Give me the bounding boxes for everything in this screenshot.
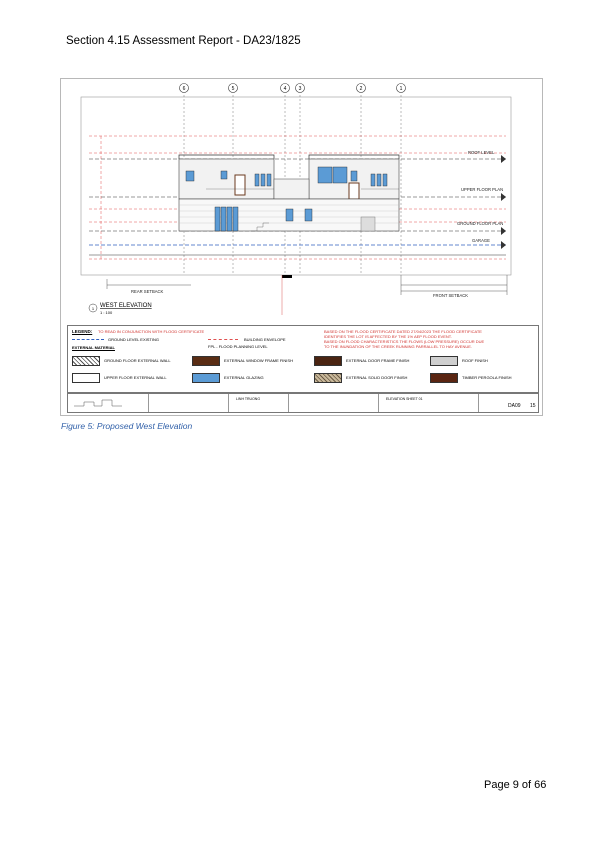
- elevation-title: WEST ELEVATION: [100, 303, 152, 309]
- grid-label-5: 5: [231, 86, 235, 92]
- glazing-swatch: [192, 373, 220, 383]
- building-envelope-label: BUILDING ENVELOPE: [244, 337, 286, 342]
- ground-wall-swatch: [72, 356, 100, 366]
- revision-number: 15: [530, 403, 536, 409]
- material-window-frame: EXTERNAL WINDOW FRAME FINISH: [224, 358, 293, 363]
- figure-frame: [60, 78, 543, 416]
- header-title: Section 4.15 Assessment Report - DA23/1825: [66, 35, 301, 47]
- flood-note-1: BASED ON THE FLOOD CERTIFICATE DATED 27/04/2023 THE FLOOD CERTIFICATE: [324, 329, 482, 334]
- material-pergola: TIMBER PERGOLA FINISH: [462, 375, 512, 380]
- logo-mark: [70, 394, 130, 412]
- front-setback-label: FRONT SETBACK: [433, 293, 469, 298]
- roof-swatch: [430, 356, 458, 366]
- window-frame-swatch: [192, 356, 220, 366]
- rear-setback-label: REAR SETBACK: [131, 289, 164, 294]
- legend-note: TO READ IN CONJUNCTION WITH FLOOD CERTIFICATE: [98, 329, 205, 334]
- page-number: Page 9 of 66: [484, 779, 547, 791]
- pergola-swatch: [430, 373, 458, 383]
- flood-note-2: IDENTIFIES THE LOT IS AFFECTED BY THE 1% AEP FLOOD EVENT.: [324, 334, 452, 339]
- west-elevation-drawing: [61, 79, 542, 325]
- external-material-heading: EXTERNAL MATERIAL: [72, 345, 115, 350]
- drawing-number: DA09: [508, 403, 521, 409]
- flood-note-3: BASED ON FLOOD CHARACTERISTICS THE FLOWS (LOW PRESSURE) OCCUR DUE: [324, 339, 485, 344]
- upper-wall-swatch: [72, 373, 100, 383]
- svg-text:1: 1: [91, 306, 95, 311]
- grid-label-1: 1: [399, 86, 403, 92]
- material-upper-wall: UPPER FLOOR EXTERNAL WALL: [104, 375, 167, 380]
- solid-door-swatch: [314, 373, 342, 383]
- figure-caption: Figure 5: Proposed West Elevation: [61, 421, 193, 431]
- garage-label: GARAGE: [472, 238, 490, 243]
- material-glazing: EXTERNAL GLAZING: [224, 375, 264, 380]
- material-ground-wall: GROUND FLOOR EXTERNAL WALL: [104, 358, 171, 363]
- designer-name: LINH TRUONG: [236, 397, 261, 401]
- roof-level-label: ROOF LEVEL: [468, 150, 495, 155]
- grid-label-4: 4: [283, 86, 287, 92]
- flood-note-4: TO THE INUNDATION OF THE CREEK RUNNING PARRALLEL TO HAY AVENUE.: [324, 344, 473, 349]
- grid-label-3: 3: [298, 86, 302, 92]
- material-solid-door: EXTERNAL SOLID DOOR FINISH: [346, 375, 408, 380]
- ground-floor-label: GROUND FLOOR PLAN: [457, 221, 504, 226]
- ground-level-label: GROUND LEVEL EXISTING: [108, 337, 159, 342]
- sheet-title: ELEVATION SHEET 01: [386, 397, 423, 401]
- door-frame-swatch: [314, 356, 342, 366]
- envelope-swatch: [208, 339, 238, 340]
- material-roof: ROOF FINISH: [462, 358, 488, 363]
- ground-level-swatch: [72, 339, 104, 340]
- fpl-label: FPL - FLOOD PLANNING LEVEL: [208, 344, 268, 349]
- upper-floor-label: UPPER FLOOR PLAN: [461, 187, 504, 192]
- legend-heading: LEGEND:: [72, 329, 93, 334]
- legend: [67, 325, 539, 393]
- elevation-scale: 1 : 100: [100, 310, 113, 315]
- grid-label-2: 2: [359, 86, 363, 92]
- grid-label-6: 6: [182, 86, 186, 92]
- material-door-frame: EXTERNAL DOOR FRAME FINISH: [346, 358, 410, 363]
- title-block: [67, 393, 539, 413]
